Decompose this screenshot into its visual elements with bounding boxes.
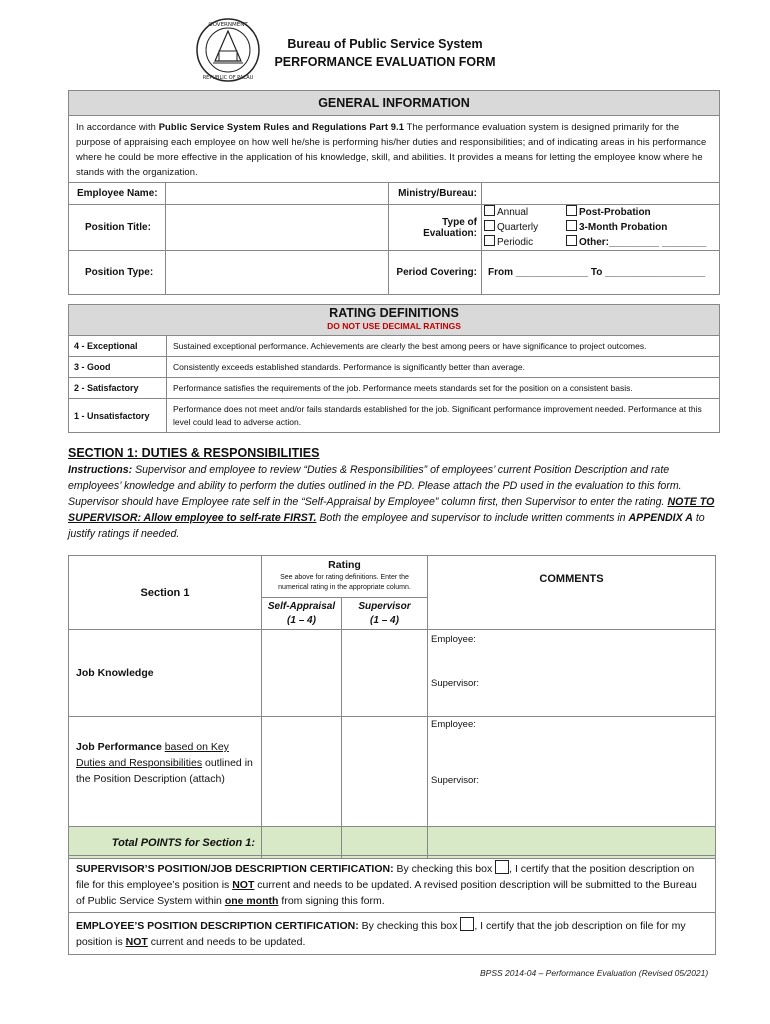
rating-definitions-title: RATING DEFINITIONS — [329, 306, 459, 320]
rating-text-1: Performance does not meet and/or fails standards established for the job. Significant performance improvement needed. Performance at this level could lead to adverse action. — [167, 399, 720, 433]
svg-text:REPUBLIC OF PALAU: REPUBLIC OF PALAU — [202, 75, 254, 81]
section1-table — [68, 555, 716, 859]
supervisor-comment-label: Supervisor: — [431, 775, 480, 786]
supervisor-certification: SUPERVISOR’S POSITION/JOB DESCRIPTION CERTIFICATION: By checking this box , I certify that the position description on file for this employee’s position is NOT current and needs to be updated. A revised position description will be submitted to the Bureau of Public Service System within one month from signing this form. — [69, 856, 716, 913]
checkbox-icon[interactable] — [484, 235, 495, 246]
job-knowledge-label: Job Knowledge — [69, 630, 262, 717]
period-covering-field[interactable]: From _____________ To __________________ — [482, 251, 720, 295]
rating-text-4: Sustained exceptional performance. Achievements are clearly the best among peers or have significance to project outcomes. — [167, 336, 720, 357]
position-type-field[interactable] — [166, 251, 389, 295]
supervisor-certification-checkbox[interactable] — [495, 860, 509, 874]
total-points-label: Total POINTS for Section 1: — [69, 827, 262, 859]
employee-comment-label: Employee: — [431, 634, 476, 645]
eval-option-post-probation[interactable]: Post-Probation — [566, 205, 719, 220]
position-title-label: Position Title: — [69, 205, 166, 251]
form-title: PERFORMANCE EVALUATION FORM — [274, 55, 496, 69]
rating-header-note: See above for rating definitions. Enter the numerical rating in the appropriate column. — [278, 574, 411, 591]
eval-option-other[interactable]: Other:_________ ________ — [566, 235, 719, 250]
section1-title: SECTION 1: DUTIES & RESPONSIBILITIES — [68, 446, 320, 460]
job-performance-label: Job Performance based on Key Duties and Responsibilities outlined in the Position Description (attach) — [69, 717, 262, 827]
total-comments — [428, 827, 716, 859]
bureau-title: Bureau of Public Service System — [287, 37, 483, 51]
checkbox-icon[interactable] — [484, 205, 495, 216]
employee-certification: EMPLOYEE’S POSITION DESCRIPTION CERTIFICATION: By checking this box , I certify that the job description on file for my position is NOT current and needs to be updated. — [69, 913, 716, 955]
svg-text:GOVERNMENT: GOVERNMENT — [208, 22, 248, 28]
total-supervisor-rating[interactable] — [342, 827, 428, 859]
rating-text-2: Performance satisfies the requirements of the job. Performance meets standards set for the position on a consistent basis. — [167, 378, 720, 399]
rating-definitions-table — [68, 304, 720, 433]
employee-certification-checkbox[interactable] — [460, 917, 474, 931]
checkbox-icon[interactable] — [566, 235, 577, 246]
checkbox-icon[interactable] — [484, 220, 495, 231]
job-performance-comments[interactable] — [428, 717, 716, 827]
eval-option-3-month-probation[interactable]: 3-Month Probation — [566, 220, 719, 235]
checkbox-icon[interactable] — [566, 205, 577, 216]
general-info-table — [68, 90, 720, 295]
self-appraisal-header: Self-Appraisal (1 – 4) — [262, 598, 342, 630]
job-knowledge-comments[interactable] — [428, 630, 716, 717]
employee-name-label: Employee Name: — [69, 183, 166, 205]
ministry-field[interactable] — [482, 183, 720, 205]
ministry-label: Ministry/Bureau: — [389, 183, 482, 205]
supervisor-comment-label: Supervisor: — [431, 678, 480, 689]
form-footer: BPSS 2014-04 – Performance Evaluation (Revised 05/2021) — [480, 968, 709, 978]
section1-label: Section 1 — [69, 556, 262, 630]
rating-column-header — [262, 556, 428, 598]
job-performance-self-rating[interactable] — [262, 717, 342, 827]
eval-option-quarterly[interactable]: Quarterly — [484, 220, 566, 235]
job-knowledge-self-rating[interactable] — [262, 630, 342, 717]
eval-options-left — [482, 205, 567, 251]
rating-text-3: Consistently exceeds established standards. Performance is significantly better than average. — [167, 357, 720, 378]
rating-header-label: Rating — [328, 559, 361, 571]
job-knowledge-supervisor-rating[interactable] — [342, 630, 428, 717]
employee-comment-label: Employee: — [431, 719, 476, 730]
comments-header: COMMENTS — [428, 556, 716, 630]
job-performance-supervisor-rating[interactable] — [342, 717, 428, 827]
rating-label-1: 1 - Unsatisfactory — [69, 399, 167, 433]
general-info-heading: GENERAL INFORMATION — [69, 91, 720, 116]
no-decimal-warning: DO NOT USE DECIMAL RATINGS — [327, 321, 461, 331]
period-covering-label: Period Covering: — [389, 251, 482, 295]
certification-table — [68, 855, 716, 955]
position-title-field[interactable] — [166, 205, 389, 251]
rating-label-2: 2 - Satisfactory — [69, 378, 167, 399]
supervisor-rating-header: Supervisor (1 – 4) — [342, 598, 428, 630]
rating-label-3: 3 - Good — [69, 357, 167, 378]
position-type-label: Position Type: — [69, 251, 166, 295]
employee-name-field[interactable] — [166, 183, 389, 205]
eval-option-annual[interactable]: Annual — [484, 205, 566, 220]
section1-instructions: Instructions: Supervisor and employee to review “Duties & Responsibilities” of employees’ current Position Description and rate employees’ knowledge and ability to perform the duties outlined in the PD. Please attach the PD used in the evaluation to this form. Supervisor should have Employee rate self in the “Self-Appraisal by Employee” column first, then Supervisor to enter the rating. NOTE TO SUPERVISOR: Allow employee to self-rate FIRST. Both the employee and supervisor to include written comments in APPENDIX A to justify ratings if needed. — [68, 464, 715, 540]
intro-paragraph: In accordance with Public Service System Rules and Regulations Part 9.1 The performance evaluation system is designed primarily for the purpose of appraising each employee on how well he/she is performing his/her duties and responsibilities; and of indicating areas in his performance where he could be more effective in the application of his knowledge, skill, and abilities. It provides a means for letting the employee know where he stands with the organization. — [69, 116, 720, 183]
checkbox-icon[interactable] — [566, 220, 577, 231]
eval-option-periodic[interactable]: Periodic — [484, 235, 566, 250]
rating-label-4: 4 - Exceptional — [69, 336, 167, 357]
rating-definitions-heading — [69, 305, 720, 336]
total-self-rating[interactable] — [262, 827, 342, 859]
type-of-evaluation-label: Type of Evaluation: — [389, 205, 482, 251]
eval-options-right — [566, 205, 720, 251]
